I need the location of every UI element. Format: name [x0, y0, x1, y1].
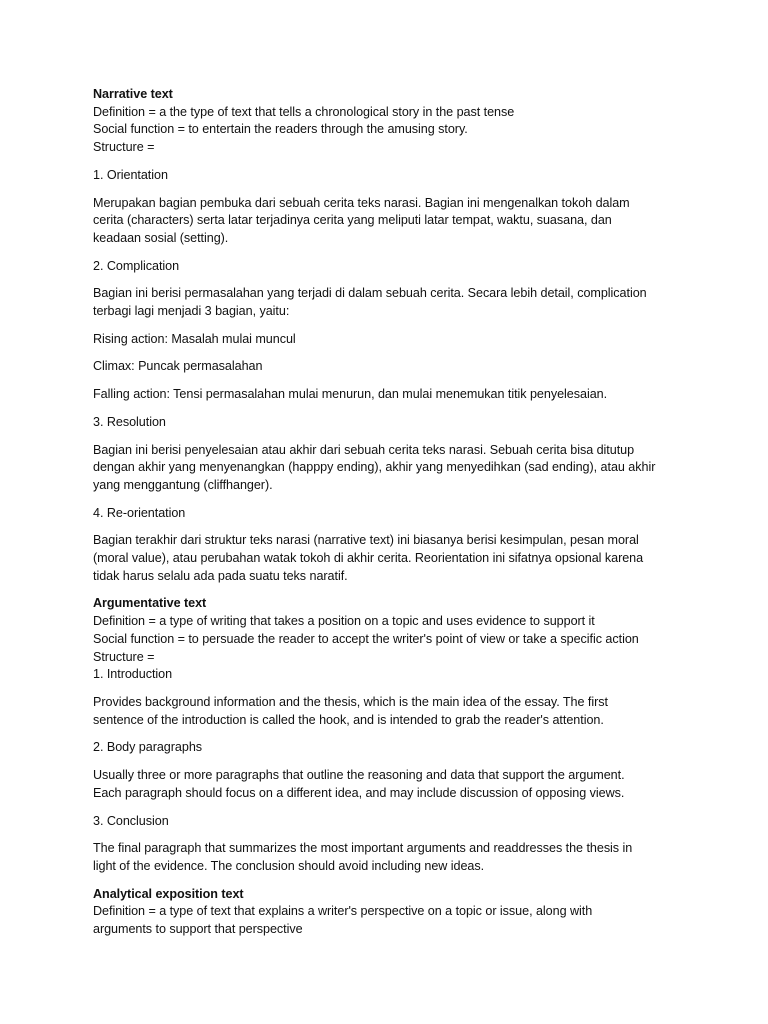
definition-line: Definition = a the type of text that tells a chronological story in the past tense — [93, 104, 515, 119]
structure-item-title: 3. Conclusion — [93, 813, 169, 828]
structure-label: Structure = — [93, 649, 155, 664]
sub-item: Climax: Puncak permasalahan — [93, 359, 263, 374]
body-line: (moral value), atau perubahan watak tokoh di akhir cerita. Reorientation ini sifatnya opsional karena — [93, 551, 644, 566]
structure-item-title: 4. Re-orientation — [93, 505, 186, 520]
body-line: Bagian terakhir dari struktur teks narasi (narrative text) ini biasanya berisi kesimpulan, pesan moral — [93, 533, 639, 548]
section-heading: Analytical exposition text — [93, 886, 244, 901]
body-line: terbagi lagi menjadi 3 bagian, yaitu: — [93, 304, 290, 319]
body-line: Each paragraph should focus on a different idea, and may include discussion of opposing views. — [93, 785, 625, 800]
body-line: Merupakan bagian pembuka dari sebuah cerita teks narasi. Bagian ini mengenalkan tokoh dalam — [93, 195, 630, 210]
body-line: Bagian ini berisi permasalahan yang terjadi di dalam sebuah cerita. Secara lebih detail, complication — [93, 286, 647, 301]
social-function-line: Social function = to persuade the reader to accept the writer's point of view or take a specific action — [93, 631, 639, 646]
body-line: Provides background information and the thesis, which is the main idea of the essay. The first — [93, 694, 608, 709]
body-line: tidak harus selalu ada pada suatu teks naratif. — [93, 568, 348, 583]
definition-line: Definition = a type of writing that takes a position on a topic and uses evidence to support it — [93, 614, 595, 629]
structure-item-body — [93, 195, 683, 248]
structure-item-title: 2. Body paragraphs — [93, 740, 203, 755]
body-line: cerita (characters) serta latar terjadinya cerita yang meliputi latar tempat, waktu, suasana, dan — [93, 213, 612, 228]
structure-item-body — [93, 442, 683, 495]
structure-item-body — [93, 694, 683, 729]
structure-item-title: 1. Introduction — [93, 667, 173, 682]
structure-item-body — [93, 767, 683, 802]
narrative-section — [93, 86, 683, 585]
structure-item-title: 1. Orientation — [93, 167, 168, 182]
body-line: The final paragraph that summarizes the most important arguments and readdresses the thesis in — [93, 841, 633, 856]
social-function-line: Social function = to entertain the readers through the amusing story. — [93, 122, 468, 137]
definition-line: arguments to support that perspective — [93, 922, 303, 937]
body-line: dengan akhir yang menyenangkan (happpy ending), akhir yang menyedihkan (sad ending), atau akhir — [93, 460, 656, 475]
structure-item-body — [93, 840, 683, 875]
body-line: yang menggantung (cliffhanger). — [93, 477, 273, 492]
body-line: light of the evidence. The conclusion should avoid including new ideas. — [93, 858, 485, 873]
body-line: sentence of the introduction is called the hook, and is intended to grab the reader's attention. — [93, 712, 604, 727]
structure-item-title: 3. Resolution — [93, 414, 166, 429]
structure-item-body — [93, 285, 683, 320]
argumentative-section — [93, 595, 683, 875]
body-line: Usually three or more paragraphs that outline the reasoning and data that support the argument. — [93, 768, 625, 783]
section-heading: Narrative text — [93, 87, 173, 101]
sub-item: Rising action: Masalah mulai muncul — [93, 331, 296, 346]
section-heading: Argumentative text — [93, 596, 207, 611]
structure-label: Structure = — [93, 140, 155, 155]
sub-item: Falling action: Tensi permasalahan mulai menurun, dan mulai menemukan titik penyelesaian. — [93, 387, 608, 402]
body-line: keadaan sosial (setting). — [93, 230, 229, 245]
analytical-section — [93, 886, 683, 939]
structure-item-body — [93, 532, 683, 585]
body-line: Bagian ini berisi penyelesaian atau akhir dari sebuah cerita teks narasi. Sebuah cerita bisa ditutup — [93, 442, 635, 457]
document-page — [93, 86, 683, 939]
structure-item-title: 2. Complication — [93, 258, 180, 273]
definition-line: Definition = a type of text that explains a writer's perspective on a topic or issue, along with — [93, 904, 593, 919]
